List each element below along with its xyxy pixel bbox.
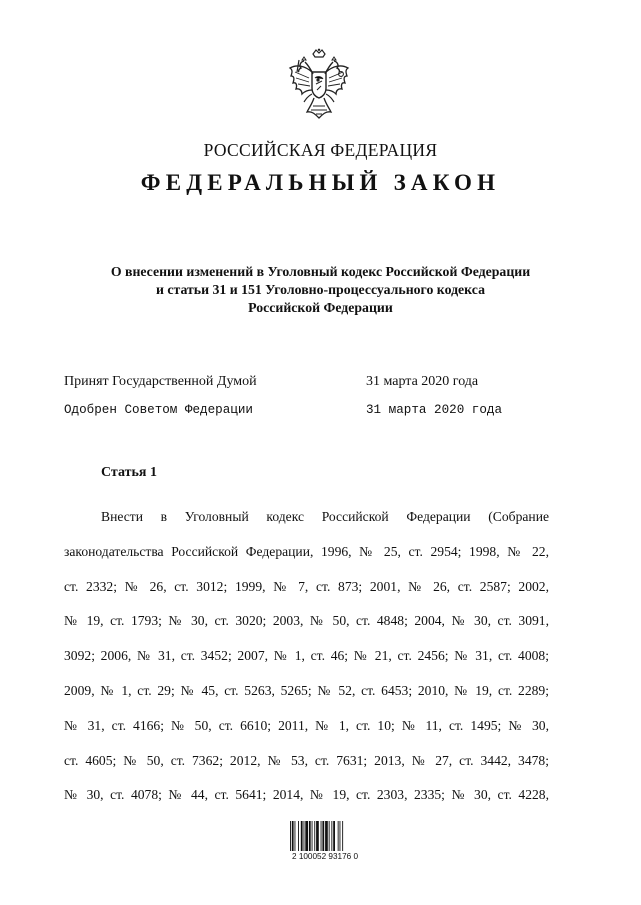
barcode-block bbox=[280, 821, 370, 875]
barcode-bar bbox=[292, 821, 294, 851]
law-title-line: Российской Федерации bbox=[248, 300, 393, 315]
barcode-bar bbox=[304, 821, 305, 851]
article-line: Внести в Уголовный кодекс Российской Федерации (Собрание bbox=[101, 509, 549, 524]
barcode-bar bbox=[325, 821, 328, 851]
article-line: ст. 2332; № 26, ст. 3012; 1999, № 7, ст. 873; 2001, № 26, ст. 2587; 2002, bbox=[64, 578, 549, 594]
barcode-bar bbox=[312, 821, 313, 851]
article-line: № 30, ст. 4078; № 44, ст. 5641; 2014, № 19, ст. 2303, 2335; № 30, ст. 4228, bbox=[64, 787, 549, 803]
russian-coat-of-arms-icon bbox=[287, 48, 351, 124]
barcode-bar bbox=[314, 821, 315, 851]
country-name: РОССИЙСКАЯ ФЕДЕРАЦИЯ bbox=[203, 140, 438, 160]
barcode-bar bbox=[316, 821, 319, 851]
barcode-bar bbox=[301, 821, 303, 851]
barcode-bar bbox=[333, 821, 335, 851]
approved-by-council-label: Одобрен Советом Федерации bbox=[64, 403, 253, 417]
law-title-line: и статьи 31 и 151 Уголовно-процессуального кодекса bbox=[156, 282, 485, 297]
barcode-bar bbox=[342, 821, 343, 851]
barcode-bar bbox=[338, 821, 339, 851]
article-heading: Статья 1 bbox=[101, 465, 157, 480]
barcode-bar bbox=[331, 821, 332, 851]
barcode-bar bbox=[321, 821, 322, 851]
article-line: 2009, № 1, ст. 29; № 45, ст. 5263, 5265; № 52, ст. 6453; 2010, № 19, ст. 2289; bbox=[64, 682, 549, 698]
article-line: ст. 4605; № 50, ст. 7362; 2012, № 53, ст. 7631; 2013, № 27, ст. 3442, 3478; bbox=[64, 752, 549, 768]
barcode-number: 2 100052 93176 0 bbox=[291, 852, 359, 861]
barcode-bar bbox=[340, 821, 341, 851]
barcode-bar bbox=[290, 821, 291, 851]
barcode-bar bbox=[305, 821, 308, 851]
barcode-bar bbox=[329, 821, 330, 851]
article-line: 3092; 2006, № 31, ст. 3452; 2007, № 1, ст. 46; № 21, ст. 2456; № 31, ст. 4008; bbox=[64, 648, 549, 664]
law-type-heading: ФЕДЕРАЛЬНЫЙ ЗАКОН bbox=[140, 170, 501, 195]
adopted-by-duma-label: Принят Государственной Думой bbox=[64, 374, 257, 389]
barcode-bar bbox=[295, 821, 296, 851]
approved-by-council-date: 31 марта 2020 года bbox=[366, 403, 503, 417]
article-line: № 31, ст. 4166; № 50, ст. 6610; 2011, № 1, ст. 10; № 11, ст. 1495; № 30, bbox=[64, 717, 549, 733]
law-title-line: О внесении изменений в Уголовный кодекс Российской Федерации bbox=[110, 264, 531, 279]
adopted-by-duma-row bbox=[64, 374, 544, 390]
law-title bbox=[0, 263, 641, 317]
barcode-bar bbox=[322, 821, 324, 851]
approved-by-council-row bbox=[64, 403, 544, 417]
article-line: № 19, ст. 1793; № 30, ст. 3020; 2003, № 50, ст. 4848; 2004, № 30, ст. 3091, bbox=[64, 613, 549, 629]
article-body bbox=[64, 500, 549, 813]
adopted-by-duma-date: 31 марта 2020 года bbox=[366, 374, 479, 389]
barcode bbox=[290, 821, 360, 851]
barcode-bar bbox=[298, 821, 299, 851]
barcode-bar bbox=[309, 821, 311, 851]
article-line: законодательства Российской Федерации, 1996, № 25, ст. 2954; 1998, № 22, bbox=[64, 543, 549, 559]
